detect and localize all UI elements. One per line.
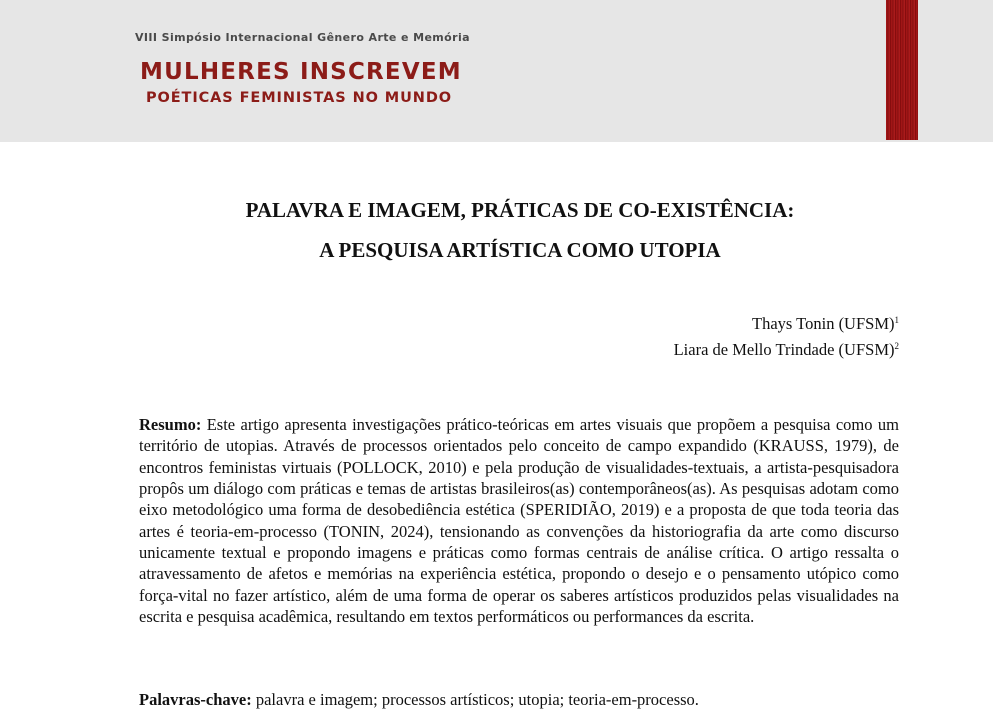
paper-title-line-1: PALAVRA E IMAGEM, PRÁTICAS DE CO-EXISTÊNCIA: — [245, 198, 795, 222]
keywords-text: palavra e imagem; processos artísticos; utopia; teoria-em-processo. — [251, 690, 699, 709]
keywords — [139, 689, 899, 710]
author-2 — [674, 340, 899, 360]
abstract — [139, 414, 899, 627]
abstract-text: Este artigo apresenta investigações prático-teóricas em artes visuais que propõem a pesquisa como um território de utopias. Através de processos orientados pelo conceito de campo expandido (KRAUSS, 1979), de encontros feministas virtuais (POLLOCK, 2010) e pela produção de visualidades-textuais, a artista-pesquisadora propôs um diálogo com práticas e temas de artistas brasileiros(as) contemporâneos(as). As pesquisas adotam como eixo metodológico uma forma de desobediência estética (SPERIDIÃO, 2019) e a proposta de que toda teoria das artes é teoria-em-processo (TONIN, 2024), tensionando as convenções da historiografia da arte como discurso unicamente textual e propondo imagens e práticas como formas centrais de análise crítica. O artigo ressalta o atravessamento de afetos e memórias na experiência estética, propondo o desejo e o pensamento utópico como força-vital no fazer artístico, além de uma forma de operar os saberes artísticos produzidos pelas visualidades na escrita e pesquisa acadêmica, resultando em textos performáticos ou performances da escrita. — [139, 415, 899, 627]
event-name: VIII Simpósio Internacional Gênero Arte e Memória — [135, 31, 470, 44]
footnote-marker[interactable]: 1 — [894, 315, 899, 325]
brand-subtitle: POÉTICAS FEMINISTAS NO MUNDO — [146, 90, 452, 106]
author-1 — [752, 314, 899, 334]
brand-title: MULHERES INSCREVEM — [140, 59, 462, 85]
author-name: Thays Tonin (UFSM) — [752, 314, 895, 333]
abstract-label: Resumo: — [139, 415, 202, 434]
decorative-red-stripe — [886, 0, 918, 140]
paper-title-line-2: A PESQUISA ARTÍSTICA COMO UTOPIA — [319, 238, 721, 262]
author-name: Liara de Mello Trindade (UFSM) — [673, 340, 895, 359]
page-header — [0, 0, 993, 142]
footnote-marker[interactable]: 2 — [894, 341, 899, 351]
keywords-label: Palavras-chave: — [139, 690, 252, 709]
